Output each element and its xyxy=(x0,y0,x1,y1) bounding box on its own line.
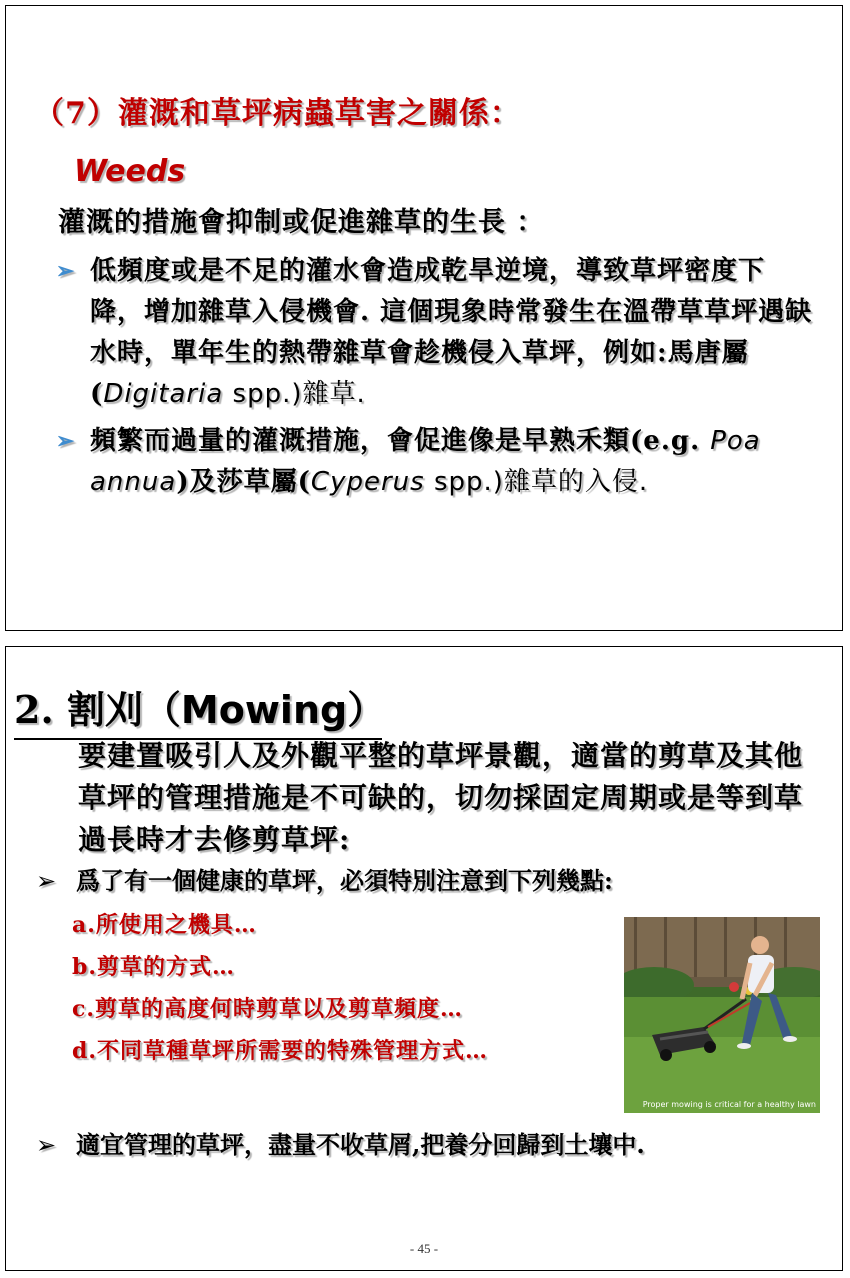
list-item xyxy=(56,421,816,503)
arrow-bullet-icon: ➢ xyxy=(56,258,76,284)
title-number: 2. 割刈（ xyxy=(14,687,181,732)
species-name: Poa annua xyxy=(90,426,761,497)
list-item xyxy=(36,1125,645,1160)
bullet-text: spp.)雜草. xyxy=(223,379,366,409)
slide-subtitle: Weeds xyxy=(74,154,186,189)
arrow-bullet-icon: ➢ xyxy=(56,428,76,454)
photo-illustration xyxy=(624,917,820,1113)
list-item: c.剪草的高度何時剪草以及剪草頻度… xyxy=(72,996,464,1022)
genus-name: Digitaria xyxy=(103,379,224,409)
list-item xyxy=(56,251,816,415)
photo-caption: Proper mowing is critical for a healthy lawn xyxy=(642,1100,816,1109)
bullet-list xyxy=(56,251,816,509)
bullet-text: 爲了有一個健康的草坪，必須特別注意到下列幾點: xyxy=(76,866,613,895)
list-item: a.所使用之機具… xyxy=(72,912,257,938)
arrow-bullet-icon: ➢ xyxy=(36,867,57,895)
bullet-text: 低頻度或是不足的灌水會造成乾旱逆境，導致草坪密度下降，增加雜草入侵機會. 這個現象時常發生在溫帶草草坪遇缺水時，單年生的熱帶雜草會趁機侵入草坪，例如:馬唐屬( xyxy=(90,256,813,409)
list-item: d.不同草種草坪所需要的特殊管理方式… xyxy=(72,1038,489,1064)
lawn-mowing-photo xyxy=(624,917,820,1113)
title-latin: Mowing xyxy=(180,688,348,732)
arrow-bullet-icon: ➢ xyxy=(36,1131,57,1159)
bullet-text: 適宜管理的草坪，盡量不收草屑,把養分回歸到土壤中. xyxy=(76,1130,645,1159)
bullet-text: 頻繁而過量的灌溉措施，會促進像是早熟禾類(e.g. xyxy=(90,426,711,456)
title-end: ） xyxy=(347,687,386,732)
sub-list xyxy=(72,904,488,1072)
bullet-text: )及莎草屬( xyxy=(176,467,311,497)
page-number: - 45 - xyxy=(409,1241,439,1256)
genus-name: Cyperus xyxy=(310,467,425,497)
slide-irrigation-weeds xyxy=(5,5,843,631)
slide-mowing xyxy=(5,646,843,1271)
intro-text: 要建置吸引人及外觀平整的草坪景觀，適當的剪草及其他草坪的管理措施是不可缺的，切勿採固定周期或是等到草過長時才去修剪草坪: xyxy=(78,739,804,856)
list-item: b.剪草的方式… xyxy=(72,954,236,980)
list-item xyxy=(36,861,613,896)
slide-title xyxy=(14,679,386,740)
intro-text: 灌溉的措施會抑制或促進雜草的生長 ： xyxy=(58,207,545,238)
bullet-text: spp.)雜草的入侵. xyxy=(424,467,649,497)
slide-title: （7）灌溉和草坪病蟲草害之關係： xyxy=(34,96,521,131)
